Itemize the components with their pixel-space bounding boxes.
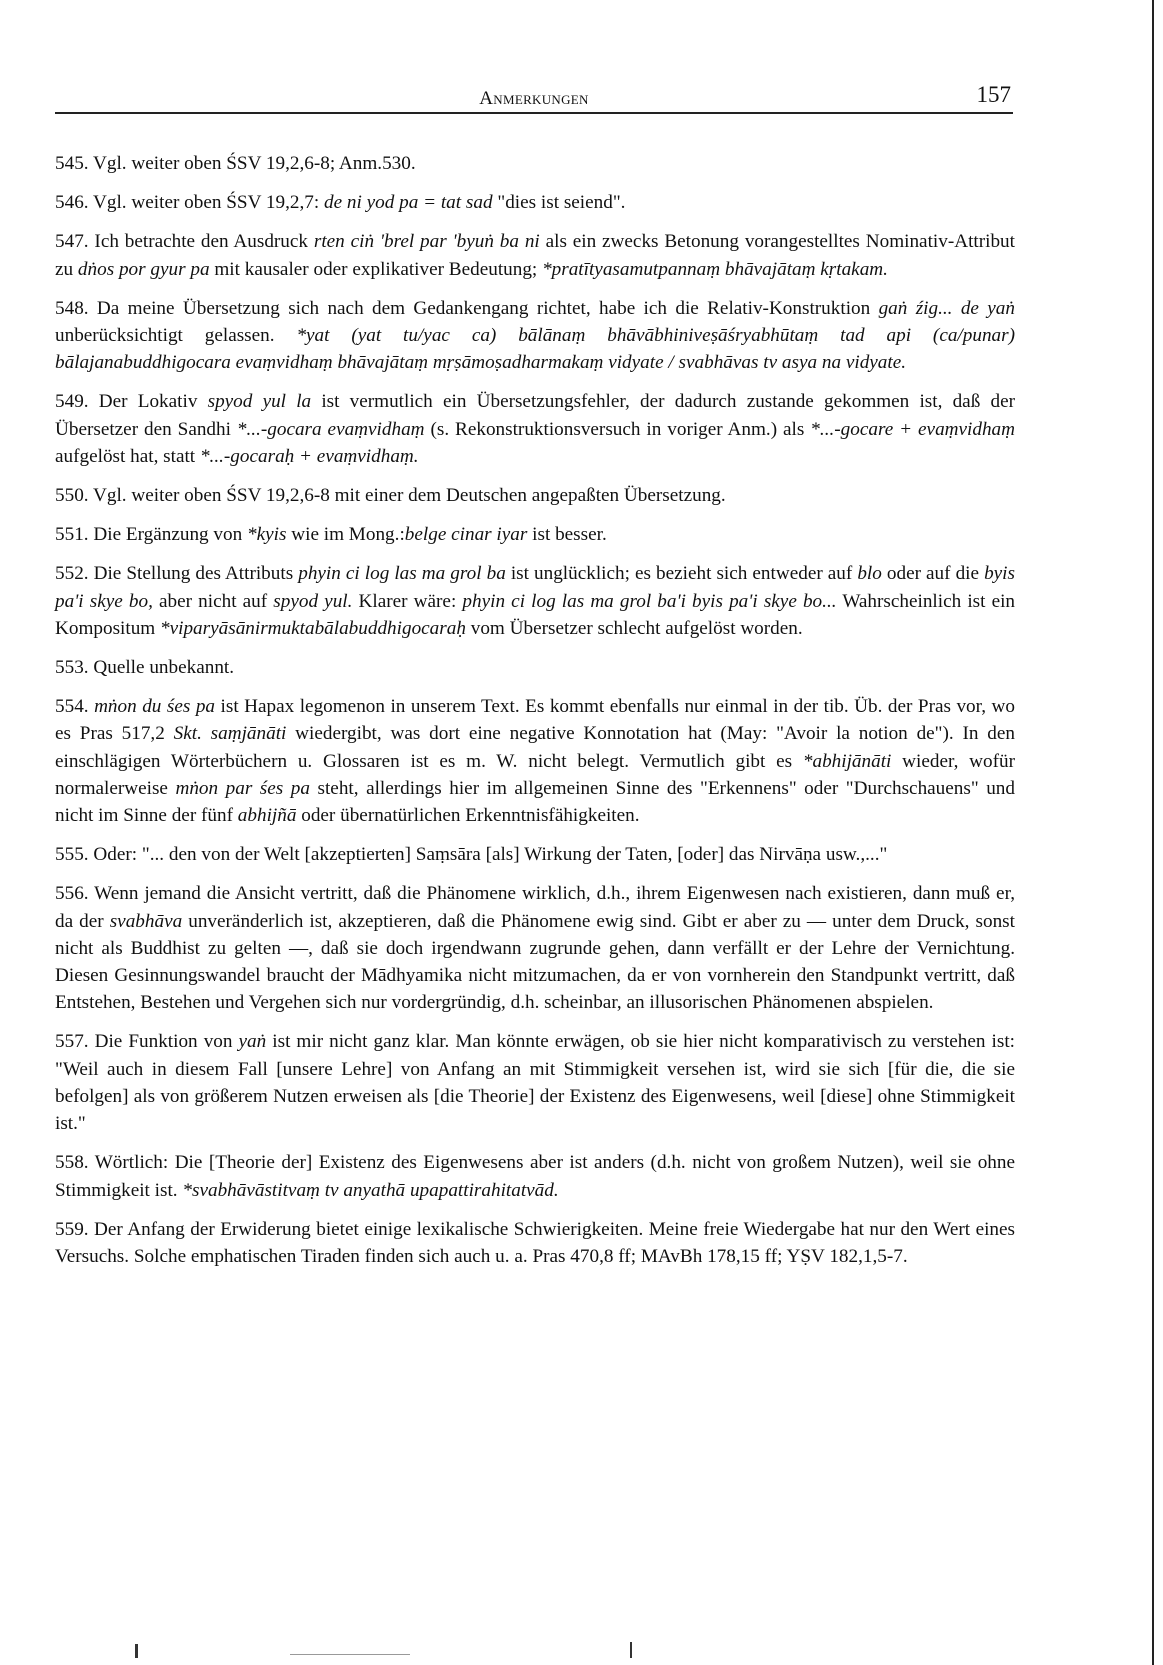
- footnote-number: 558.: [55, 1152, 89, 1174]
- footnote-556: [55, 880, 1015, 1016]
- footnote-italic-term: belge cinar iyar: [404, 524, 528, 546]
- footnote-italic-term: *yat (yat tu/yac ca) bālānaṃ bhāvābhiniveṣāśryabhūtaṃ tad api (ca/punar) bālajanabuddhigocara evaṃvidhaṃ bhāvajātaṃ mṛṣāmoṣadharmakaṃ vidyate / svabhāvas tv asya na vidyate.: [55, 325, 1015, 374]
- footnote-number: 556.: [55, 883, 89, 905]
- footnote-italic-term: mṅon par śes pa: [175, 777, 310, 799]
- footnote-text: Die Funktion von: [88, 1031, 239, 1053]
- footnote-545: [55, 150, 1015, 177]
- footnote-547: [55, 228, 1015, 282]
- footnote-number: 546.: [55, 192, 89, 214]
- footnote-text: Vgl. weiter oben ŚSV 19,2,7:: [88, 192, 324, 214]
- footnote-number: 559.: [55, 1218, 89, 1240]
- footnote-text: Der Anfang der Erwiderung bietet einige lexikalische Schwierigkeiten. Meine freie Wiedergabe hat nur den Wert eines Versuchs. Solche emphatischen Tiraden finden sich auch u. a. Pras 470,8 ff; MAvBh 178,15 ff; YṢV 182,1,5-7.: [55, 1218, 1015, 1267]
- footnote-text: mit kausaler oder explikativer Bedeutung;: [209, 258, 543, 280]
- footnote-italic-term: blo: [857, 563, 882, 585]
- footnote-text: Die Ergänzung von: [88, 524, 248, 546]
- footnote-italic-term: *abhijānāti: [802, 750, 892, 772]
- footnote-italic-term: svabhāva: [109, 910, 183, 932]
- footnote-italic-term: mṅon du śes pa: [94, 696, 216, 718]
- footnote-text: Vgl. weiter oben ŚSV 19,2,6-8; Anm.530.: [88, 153, 416, 174]
- footnote-550: [55, 482, 1015, 509]
- footnote-text: (s. Rekonstruktionsversuch in voriger Anm.) als: [424, 418, 811, 440]
- footnote-text: Vgl. weiter oben ŚSV 19,2,6-8 mit einer dem Deutschen angepaßten Übersetzung.: [88, 485, 726, 507]
- footnote-554: [55, 693, 1015, 829]
- footnote-italic-term: *kyis: [247, 524, 287, 546]
- footnote-text: Da meine Übersetzung sich nach dem Gedankengang richtet, habe ich die Relativ-Konstruktion: [88, 297, 879, 319]
- footnote-text: aufgelöst hat, statt: [55, 445, 200, 467]
- footnote-text: Wörtlich: Die [Theorie der] Existenz des Eigenwesens aber ist anders (d.h. nicht von großem Nutzen), weil sie ohne Stimmigkeit ist.: [55, 1152, 1015, 1201]
- footnote-text: Oder: "... den von der Welt [akzeptierten] Saṃsāra [als] Wirkung der Taten, [oder] das Nirvāṇa usw.,...": [88, 844, 888, 866]
- footnote-546: [55, 189, 1015, 216]
- footnote-text: ist unglücklich; es bezieht sich entweder auf: [505, 563, 858, 585]
- footnote-558: [55, 1149, 1015, 1203]
- notes-body: [55, 150, 1015, 1282]
- footnote-text: Der Lokativ: [88, 391, 208, 413]
- footnote-italic-term: de ni yod pa = tat sad: [323, 192, 493, 214]
- footnote-italic-term: spyod yul.: [273, 590, 353, 612]
- footnote-number: 553.: [55, 657, 89, 679]
- footnote-text: ist Hapax legomenon in unserem Text. Es kommt ebenfalls nur einmal in der tib. Üb. der Pras vor, wo es Pras 517,2: [55, 696, 1015, 745]
- footnote-number: 555.: [55, 844, 89, 866]
- page-number: 157: [976, 82, 1011, 107]
- footnote-text: unveränderlich ist, akzeptieren, daß die Phänomene ewig sind. Gibt er aber zu — unter dem Druck, sonst nicht als Buddhist zu gelten —, daß sie doch irgendwann zugrunde gehen, dann verfällt er der Lehre der Vernichtung. Diesen Gesinnungswandel braucht der Mādhyamika nicht mitzumachen, da er von vornherein den Standpunkt vertritt, daß Entstehen, Bestehen und Vergehen sich nur vordergründig, d.h. scheinbar, an illusorischen Phänomenen abspielen.: [55, 910, 1015, 1014]
- footnote-559: [55, 1216, 1015, 1270]
- footnote-text: Quelle unbekannt.: [88, 657, 235, 679]
- footnote-text: Wahrscheinlich ist ein Kompositum: [55, 590, 1016, 639]
- running-header-title: Anmerkungen: [479, 88, 589, 109]
- footnote-number: 550.: [55, 485, 89, 507]
- footnote-italic-term: yaṅ: [238, 1031, 267, 1053]
- footnote-549: [55, 388, 1015, 470]
- footnote-548: [55, 295, 1015, 377]
- footnote-italic-term: *svabhāvāstitvaṃ tv anyathā upapattirahitatvād.: [182, 1179, 559, 1201]
- footnote-text: unberücksichtigt gelassen.: [55, 325, 297, 347]
- footnote-number: 548.: [55, 297, 89, 319]
- footnote-text: ist vermutlich ein Übersetzungsfehler, der dadurch zustande gekommen ist, daß der Übersetzer den Sandhi: [55, 391, 1015, 440]
- footnote-italic-term: *viparyāsānirmuktabālabuddhigocaraḥ: [160, 617, 466, 639]
- footnote-text: wie im Mong.:: [286, 524, 405, 546]
- running-header: [55, 78, 1013, 114]
- footnote-551: [55, 521, 1015, 548]
- footnote-number: 552.: [55, 563, 89, 585]
- footnote-text: steht, allerdings hier im allgemeinen Sinne des "Erkennens" oder "Durchschauens" und nicht im Sinne der fünf: [55, 777, 1015, 827]
- footnote-number: 554.: [55, 696, 89, 718]
- footnote-text: Ich betrachte den Ausdruck: [88, 231, 314, 253]
- footnote-text: "dies ist seiend".: [492, 192, 626, 214]
- footnote-number: 547.: [55, 231, 89, 253]
- footnote-text: oder übernatürlichen Erkenntnisfähigkeiten.: [296, 805, 640, 827]
- footnote-italic-term: *pratītyasamutpannaṃ bhāvajātaṃ kṛtakam.: [542, 258, 888, 280]
- footnote-553: [55, 654, 1015, 681]
- footnote-number: 545.: [55, 153, 89, 174]
- footnote-text: Wenn jemand die Ansicht vertritt, daß die Phänomene wirklich, d.h., ihrem Eigenwesen nach existieren, dann muß er, da der: [55, 883, 1015, 932]
- footnote-text: als ein zwecks Betonung vorangestelltes Nominativ-Attribut zu: [55, 231, 1015, 280]
- footnote-italic-term: gaṅ źig... de yaṅ: [878, 297, 1015, 319]
- footnote-text: Die Stellung des Attributs: [88, 563, 299, 585]
- footnote-text: Klarer wäre:: [352, 590, 463, 612]
- footnote-italic-term: spyod yul la: [207, 391, 312, 413]
- footnote-italic-term: dṅos por gyur pa: [77, 258, 210, 280]
- page-edge-rule: [1152, 0, 1154, 1665]
- footnote-text: oder auf die: [881, 563, 985, 585]
- footnote-text: wieder, wofür normalerweise: [55, 750, 1015, 799]
- scan-artifacts: [0, 1640, 1163, 1660]
- footnote-number: 557.: [55, 1031, 89, 1053]
- footnote-555: [55, 841, 1015, 868]
- footnote-text: ist besser.: [527, 524, 607, 546]
- footnote-italic-term: phyin ci log las ma grol ba: [298, 563, 506, 585]
- footnote-italic-term: *...-gocara evaṃvidhaṃ: [236, 418, 425, 440]
- footnote-italic-term: rten ciṅ 'brel par 'byuṅ ba ni: [313, 231, 540, 253]
- footnote-italic-term: abhijñā: [237, 805, 297, 827]
- footnote-italic-term: *...-gocaraḥ + evaṃvidhaṃ.: [199, 445, 419, 467]
- footnote-552: [55, 560, 1015, 642]
- footnote-italic-term: byis pa'i skye bo,: [55, 563, 1015, 612]
- footnote-italic-term: Skt. saṃjānāti: [173, 723, 287, 745]
- footnote-text: vom Übersetzer schlecht aufgelöst worden.: [465, 617, 803, 639]
- footnote-italic-term: *...-gocare + evaṃvidhaṃ: [810, 418, 1016, 440]
- footnote-text: ist mir nicht ganz klar. Man könnte erwägen, ob sie hier nicht komparativisch zu verstehen ist: "Weil auch in diesem Fall [unsere Lehre] von Anfang an mit Stimmigkeit versehen ist, wird sie sich [für die, die sie befolgen] als von größerem Nutzen erweisen als [die Theorie] der Existenz des Eigenwesens, weil [diese] ohne Stimmigkeit ist.": [55, 1031, 1015, 1135]
- footnote-number: 549.: [55, 391, 89, 413]
- footnote-text: wiedergibt, was dort eine negative Konnotation hat (May: "Avoir la notion de"). In den einschlägigen Wörterbüchern u. Glossaren ist es m. W. nicht belegt. Vermutlich gibt es: [55, 723, 1015, 772]
- footnote-text: aber nicht auf: [152, 590, 274, 612]
- footnote-italic-term: phyin ci log las ma grol ba'i byis pa'i skye bo...: [462, 590, 837, 612]
- footnote-number: 551.: [55, 524, 89, 546]
- footnote-557: [55, 1028, 1015, 1137]
